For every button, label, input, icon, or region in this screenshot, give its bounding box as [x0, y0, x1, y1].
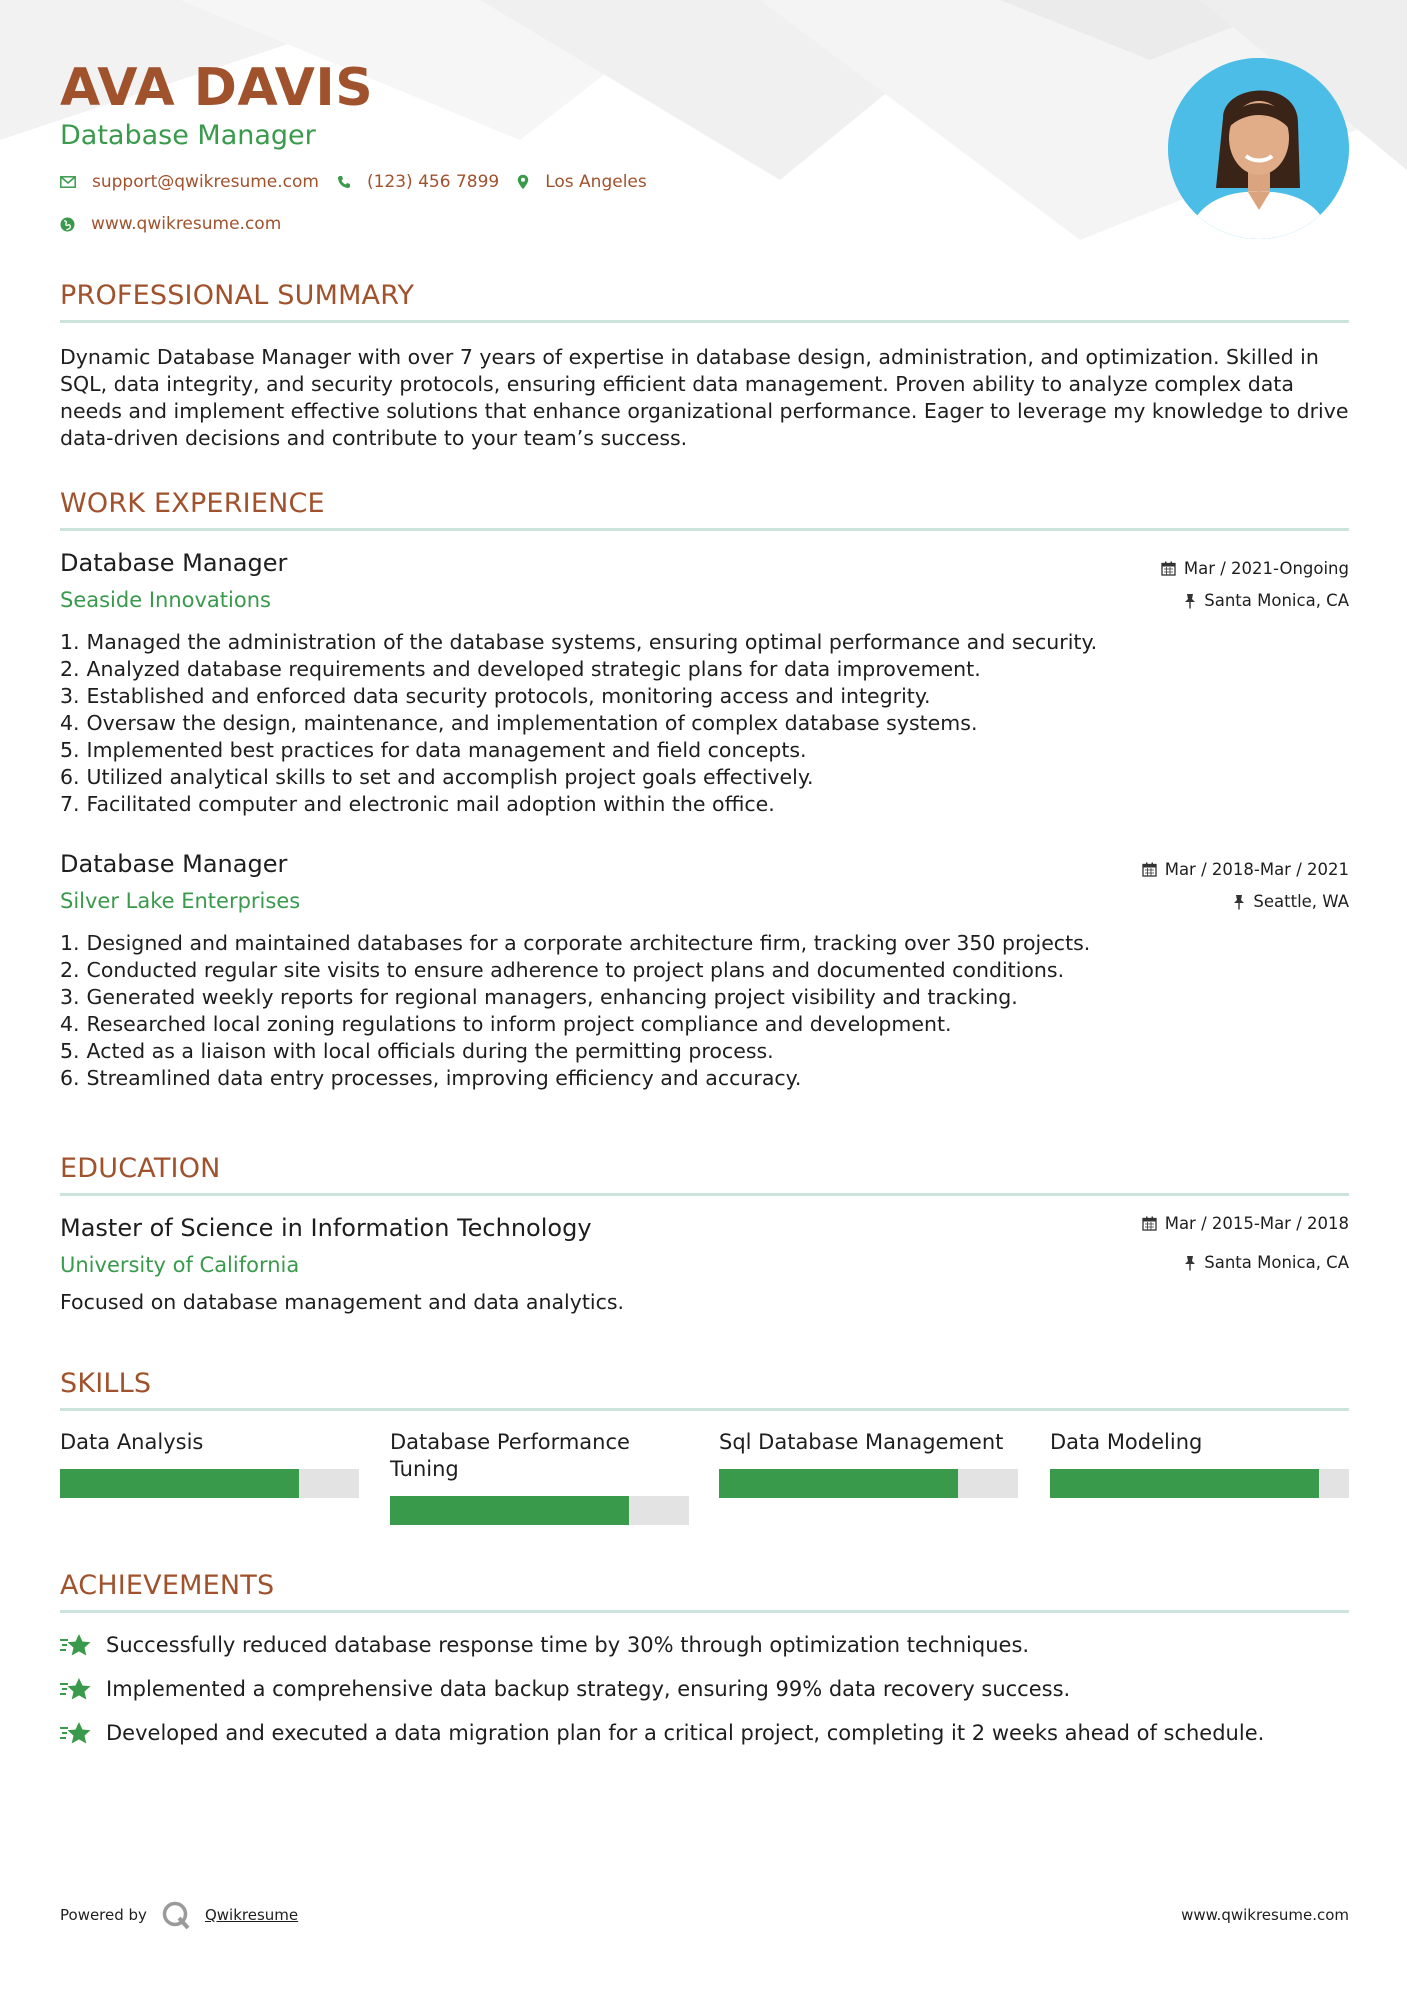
star-icon [60, 1632, 92, 1658]
job-location-text: Santa Monica, CA [1204, 591, 1349, 610]
skill-level-bar [390, 1496, 689, 1525]
achievement-text: Developed and executed a data migration plan for a critical project, completing it 2 weeks ahead of schedule. [106, 1721, 1265, 1745]
envelope-icon [60, 176, 76, 188]
portrait-illustration [1168, 58, 1349, 239]
list-item: 2. Analyzed database requirements and developed strategic plans for data improvement. [60, 657, 981, 681]
achievement-text: Successfully reduced database response time by 30% through optimization techniques. [106, 1633, 1030, 1657]
skill-level-fill [390, 1496, 629, 1525]
location-text: Los Angeles [545, 172, 647, 192]
list-item: 2. Conducted regular site visits to ensure adherence to project plans and documented conditions. [60, 958, 1065, 982]
phone-icon [337, 175, 351, 189]
calendar-icon [1142, 1216, 1157, 1231]
pushpin-icon [1233, 894, 1245, 910]
contact-row [60, 172, 665, 192]
achievement-item [60, 1632, 1029, 1658]
star-icon [60, 1720, 92, 1746]
list-item: 5. Acted as a liaison with local officials during the permitting process. [60, 1039, 774, 1063]
list-item: 3. Established and enforced data security protocols, monitoring access and integrity. [60, 684, 931, 708]
list-item: 6. Streamlined data entry processes, improving efficiency and accuracy. [60, 1066, 802, 1090]
list-item: 4. Oversaw the design, maintenance, and implementation of complex database systems. [60, 711, 978, 735]
skill-item [1050, 1429, 1349, 1456]
globe-icon [60, 217, 75, 232]
skill-level-fill [1050, 1469, 1319, 1498]
skill-name: Database Performance Tuning [390, 1430, 630, 1481]
list-item: 4. Researched local zoning regulations to inform project compliance and development. [60, 1012, 952, 1036]
skills-divider [60, 1408, 1349, 1411]
contact-website-row [60, 214, 299, 234]
education-dates-text: Mar / 2015-Mar / 2018 [1164, 1214, 1349, 1233]
pushpin-icon [1184, 593, 1196, 609]
candidate-name: AVA DAVIS [60, 58, 374, 118]
achievements-heading: ACHIEVEMENTS [60, 1570, 275, 1601]
website-text: www.qwikresume.com [91, 214, 282, 234]
job-title: Database Manager [60, 850, 288, 878]
job-dates-text: Mar / 2018-Mar / 2021 [1164, 860, 1349, 879]
skill-item [390, 1429, 689, 1483]
education-school: University of California [60, 1253, 300, 1277]
summary-divider [60, 320, 1349, 323]
list-item: 3. Generated weekly reports for regional managers, enhancing project visibility and tracking. [60, 985, 1018, 1009]
job-dates-text: Mar / 2021-Ongoing [1183, 559, 1349, 578]
achievement-item [60, 1720, 1264, 1746]
job-company: Silver Lake Enterprises [60, 889, 301, 913]
job-duties-list [60, 930, 1349, 1092]
contact-phone[interactable] [337, 172, 499, 192]
job-company: Seaside Innovations [60, 588, 271, 612]
skill-name: Data Analysis [60, 1430, 204, 1454]
skill-item [719, 1429, 1018, 1456]
skill-level-fill [60, 1469, 299, 1498]
achievement-text: Implemented a comprehensive data backup strategy, ensuring 99% data recovery success. [106, 1677, 1071, 1701]
contact-website[interactable] [60, 214, 281, 234]
education-degree: Master of Science in Information Technology [60, 1214, 592, 1242]
summary-text: Dynamic Database Manager with over 7 years of expertise in database design, administration, and optimization. Skilled in SQL, data integrity, and security protocols, ensuring efficient data management. Proven ability to analyze complex data needs and implement effective solutions that enhance organizational performance. Eager to leverage my knowledge to drive data-driven decisions and contribute to your team’s success. [60, 345, 1349, 450]
job-location [1184, 591, 1349, 610]
star-icon [60, 1676, 92, 1702]
job-duties-list [60, 629, 1349, 818]
skill-name: Sql Database Management [719, 1430, 1004, 1454]
qwikresume-logo-icon [161, 1900, 191, 1930]
list-item: 7. Facilitated computer and electronic mail adoption within the office. [60, 792, 775, 816]
list-item: 1. Managed the administration of the database systems, ensuring optimal performance and security. [60, 630, 1098, 654]
qwikresume-link[interactable]: Qwikresume [204, 1906, 299, 1924]
experience-divider [60, 528, 1349, 531]
map-pin-icon [517, 174, 529, 190]
skill-level-bar [60, 1469, 359, 1498]
skill-level-fill [719, 1469, 958, 1498]
education-location [1184, 1253, 1349, 1272]
skill-level-bar [1050, 1469, 1349, 1498]
email-text: support@qwikresume.com [92, 172, 319, 192]
achievements-divider [60, 1610, 1349, 1613]
education-divider [60, 1193, 1349, 1196]
footer-powered-by [60, 1900, 298, 1930]
skills-heading: SKILLS [60, 1368, 152, 1399]
list-item: 6. Utilized analytical skills to set and accomplish project goals effectively. [60, 765, 814, 789]
education-description: Focused on database management and data analytics. [60, 1290, 625, 1314]
phone-text: (123) 456 7899 [366, 172, 500, 192]
calendar-icon [1142, 862, 1157, 877]
job-location-text: Seattle, WA [1253, 892, 1349, 911]
experience-heading: WORK EXPERIENCE [60, 488, 325, 519]
education-dates [1142, 1214, 1349, 1233]
skill-item [60, 1429, 359, 1456]
calendar-icon [1161, 561, 1176, 576]
achievement-item [60, 1676, 1070, 1702]
summary-heading: PROFESSIONAL SUMMARY [60, 280, 415, 311]
candidate-role: Database Manager [60, 120, 316, 151]
powered-by-label: Powered by [60, 1906, 147, 1924]
list-item: 5. Implemented best practices for data management and field concepts. [60, 738, 807, 762]
list-item: 1. Designed and maintained databases for a corporate architecture firm, tracking over 350 projects. [60, 931, 1091, 955]
job-title: Database Manager [60, 549, 288, 577]
job-dates [1142, 860, 1349, 879]
education-location-text: Santa Monica, CA [1204, 1253, 1349, 1272]
footer-website[interactable]: www.qwikresume.com [1181, 1906, 1349, 1924]
contact-email[interactable] [60, 172, 319, 192]
pushpin-icon [1184, 1255, 1196, 1271]
contact-location [517, 172, 647, 192]
profile-photo [1168, 58, 1349, 239]
job-dates [1161, 559, 1349, 578]
skill-name: Data Modeling [1050, 1430, 1203, 1454]
skill-level-bar [719, 1469, 1018, 1498]
job-location [1233, 892, 1349, 911]
education-heading: EDUCATION [60, 1153, 221, 1184]
